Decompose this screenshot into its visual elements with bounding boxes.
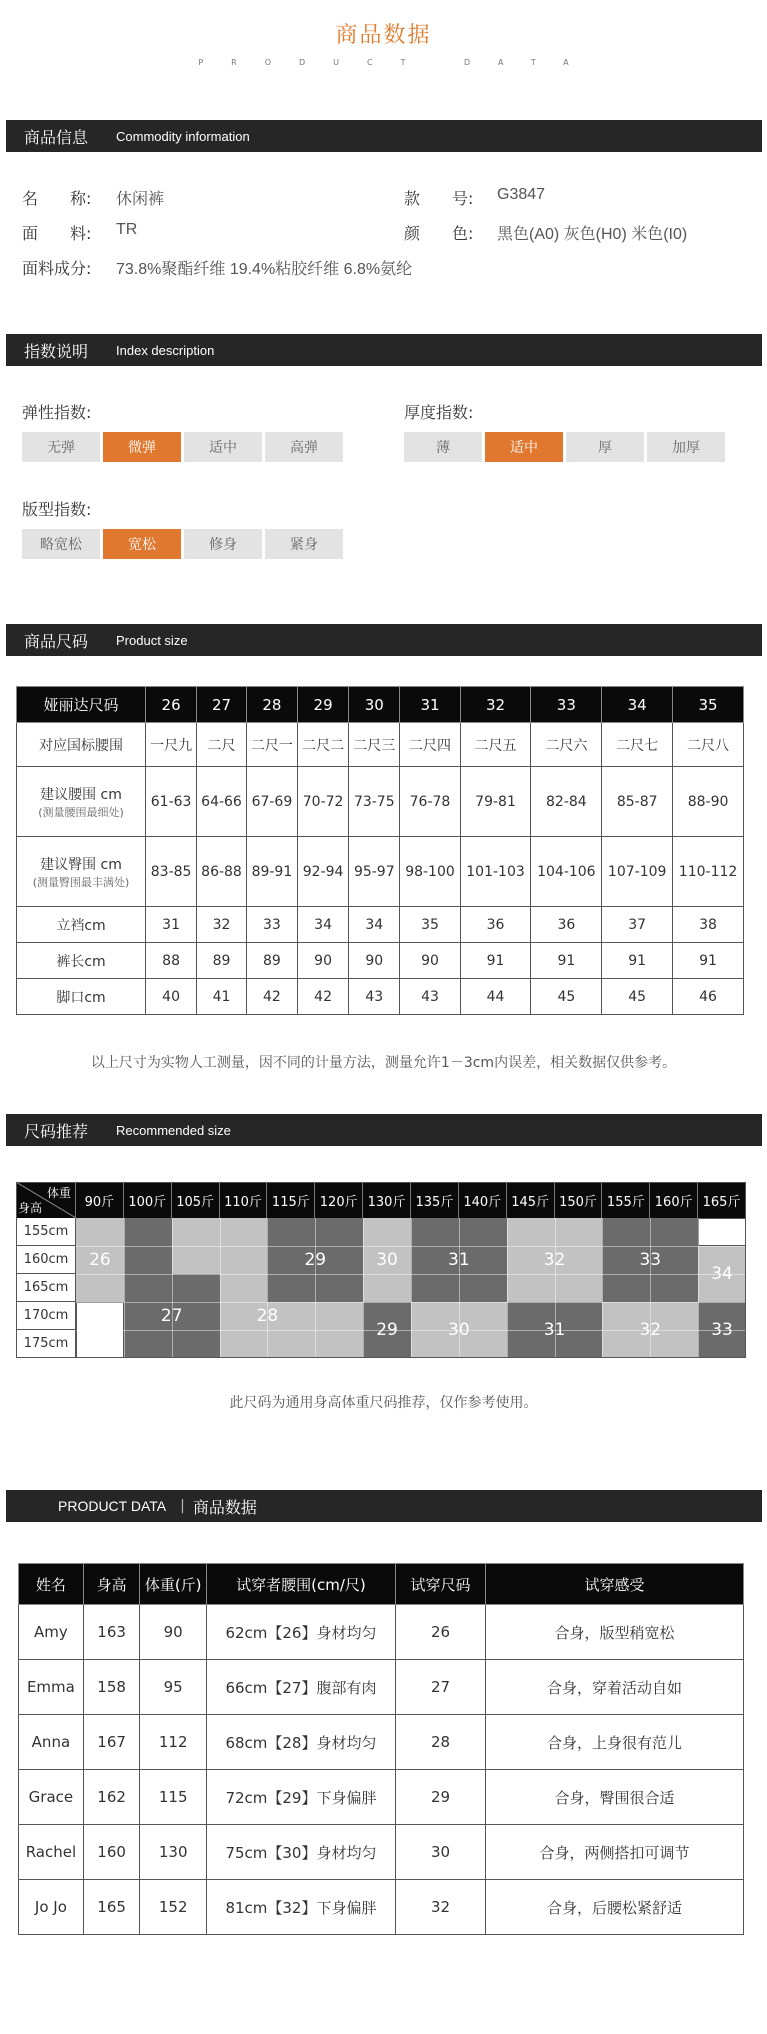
section-title-sep: | — [180, 1498, 185, 1514]
section-bar-commodity — [6, 120, 762, 152]
size-cell: 二尺七 — [602, 723, 673, 767]
size-header-cell: 26 — [146, 687, 197, 723]
size-block: 31 — [411, 1218, 507, 1302]
size-cell: 一尺九 — [146, 723, 197, 767]
size-header-cell: 27 — [197, 687, 247, 723]
size-cell: 61-63 — [146, 767, 197, 837]
fabric-label: 面 料: — [22, 224, 92, 243]
size-cell: 43 — [400, 979, 460, 1015]
size-row — [17, 767, 744, 837]
style-value: G3847 — [497, 186, 546, 203]
fit-option: 宽松 — [103, 529, 181, 559]
tryon-cell: Rachel — [19, 1825, 84, 1880]
size-row-label — [17, 907, 146, 943]
size-cell: 42 — [246, 979, 297, 1015]
style-label: 款 号: — [404, 189, 474, 208]
row-label-text: 裤长cm — [56, 953, 106, 970]
size-header-cell: 33 — [531, 687, 602, 723]
size-cell: 36 — [531, 907, 602, 943]
page-title: 商品数据 — [335, 23, 432, 48]
size-cell: 79-81 — [460, 767, 531, 837]
thickness-option: 厚 — [566, 432, 644, 462]
size-block: 33 — [602, 1218, 698, 1302]
name-value: 休闲裤 — [116, 191, 165, 208]
size-cell: 36 — [460, 907, 531, 943]
weight-header: 165斤 — [698, 1182, 746, 1218]
weight-header: 105斤 — [172, 1182, 220, 1218]
row-label-text: 建议臀围 cm — [40, 856, 122, 873]
row-label-text: 脚口cm — [56, 989, 106, 1006]
fit-scale — [22, 529, 346, 559]
weight-header: 150斤 — [555, 1182, 603, 1218]
size-cell: 95-97 — [349, 837, 400, 907]
size-cell: 40 — [146, 979, 197, 1015]
size-cell: 二尺四 — [400, 723, 460, 767]
section-title-en: Product size — [116, 632, 188, 648]
tryon-row — [19, 1715, 744, 1770]
size-cell: 35 — [400, 907, 460, 943]
section-bar-product-data — [6, 1490, 762, 1522]
weight-header: 120斤 — [315, 1182, 363, 1218]
tryon-header-cell: 身高 — [83, 1564, 140, 1605]
color-value: 黑色(A0) 灰色(H0) 米色(I0) — [497, 226, 688, 243]
thickness-option: 加厚 — [647, 432, 725, 462]
height-label: 165cm — [16, 1274, 76, 1302]
size-block: 33 — [698, 1302, 746, 1358]
size-header-cell: 28 — [246, 687, 297, 723]
size-block: 30 — [411, 1302, 507, 1358]
size-block: 27 — [124, 1274, 220, 1358]
size-cell: 82-84 — [531, 767, 602, 837]
size-cell: 二尺一 — [246, 723, 297, 767]
grid-frame — [16, 1182, 746, 1358]
row-label-text: 立裆cm — [56, 917, 106, 934]
tryon-cell: 27 — [396, 1660, 486, 1715]
tryon-row — [19, 1770, 744, 1825]
size-header-cell: 35 — [673, 687, 744, 723]
size-cell: 34 — [298, 907, 349, 943]
size-cell: 89 — [246, 943, 297, 979]
elasticity-title: 弹性指数: — [22, 403, 92, 422]
size-cell: 90 — [400, 943, 460, 979]
tryon-cell: 62cm【26】身材均匀 — [206, 1605, 395, 1660]
tryon-row — [19, 1825, 744, 1880]
height-label: 155cm — [16, 1218, 76, 1246]
elasticity-option: 高弹 — [265, 432, 343, 462]
composition-label: 面料成分: — [22, 259, 92, 278]
height-label: 160cm — [16, 1246, 76, 1274]
tryon-header-cell: 试穿感受 — [486, 1564, 744, 1605]
row-label-text: 建议腰围 cm — [40, 786, 122, 803]
size-cell: 44 — [460, 979, 531, 1015]
size-cell: 92-94 — [298, 837, 349, 907]
elasticity-option: 适中 — [184, 432, 262, 462]
tryon-cell: Emma — [19, 1660, 84, 1715]
tryon-row — [19, 1660, 744, 1715]
size-cell: 73-75 — [349, 767, 400, 837]
size-header-cell: 31 — [400, 687, 460, 723]
weight-header: 135斤 — [411, 1182, 459, 1218]
size-cell: 67-69 — [246, 767, 297, 837]
tryon-cell: 130 — [140, 1825, 206, 1880]
section-bar-size — [6, 624, 762, 656]
size-row — [17, 837, 744, 907]
tryon-cell: Amy — [19, 1605, 84, 1660]
height-label: 170cm — [16, 1302, 76, 1330]
size-cell: 90 — [349, 943, 400, 979]
size-cell: 二尺三 — [349, 723, 400, 767]
weight-header: 140斤 — [459, 1182, 507, 1218]
size-block: 28 — [220, 1274, 316, 1358]
row-label-text: 对应国标腰围 — [39, 737, 123, 754]
size-cell: 86-88 — [197, 837, 247, 907]
section-title-zh: 商品数据 — [192, 1497, 257, 1517]
size-table — [16, 686, 744, 1015]
size-cell: 89-91 — [246, 837, 297, 907]
size-header-cell: 34 — [602, 687, 673, 723]
size-cell: 91 — [460, 943, 531, 979]
size-cell: 37 — [602, 907, 673, 943]
tryon-header-row — [19, 1564, 744, 1605]
size-row — [17, 907, 744, 943]
corner-height-label: 身高 — [18, 1201, 43, 1215]
size-cell: 89 — [197, 943, 247, 979]
elasticity-scale — [22, 432, 346, 462]
tryon-cell: 合身，后腰松紧舒适 — [486, 1880, 744, 1935]
tryon-header-cell: 体重(斤) — [140, 1564, 206, 1605]
section-bar-index — [6, 334, 762, 366]
size-cell: 76-78 — [400, 767, 460, 837]
tryon-cell: 68cm【28】身材均匀 — [206, 1715, 395, 1770]
size-cell: 101-103 — [460, 837, 531, 907]
size-block: 29 — [363, 1302, 411, 1358]
name-label: 名 称: — [22, 189, 92, 208]
fit-title: 版型指数: — [22, 500, 92, 519]
size-row-label — [17, 767, 146, 837]
size-block: 32 — [507, 1218, 603, 1302]
size-row-label — [17, 943, 146, 979]
weight-header: 130斤 — [363, 1182, 411, 1218]
tryon-cell: 26 — [396, 1605, 486, 1660]
height-label: 175cm — [16, 1330, 76, 1358]
tryon-cell: 162 — [83, 1770, 140, 1825]
size-row-label — [17, 979, 146, 1015]
size-block: 26 — [76, 1218, 124, 1302]
tryon-row — [19, 1880, 744, 1935]
section-title-en: Commodity information — [116, 128, 250, 144]
tryon-cell: 167 — [83, 1715, 140, 1770]
tryon-cell: Grace — [19, 1770, 84, 1825]
size-header-cell: 32 — [460, 687, 531, 723]
section-title-zh: 指数说明 — [24, 341, 89, 361]
size-cell: 42 — [298, 979, 349, 1015]
tryon-cell: 75cm【30】身材均匀 — [206, 1825, 395, 1880]
fit-option: 修身 — [184, 529, 262, 559]
tryon-header-cell: 试穿尺码 — [396, 1564, 486, 1605]
weight-header: 145斤 — [507, 1182, 555, 1218]
size-cell: 34 — [349, 907, 400, 943]
size-header-label: 娅丽达尺码 — [17, 687, 146, 723]
size-cell: 110-112 — [673, 837, 744, 907]
thickness-option: 适中 — [485, 432, 563, 462]
tryon-header-cell: 试穿者腰围(cm/尺) — [206, 1564, 395, 1605]
tryon-cell: 160 — [83, 1825, 140, 1880]
tryon-cell: 158 — [83, 1660, 140, 1715]
tryon-cell: 81cm【32】下身偏胖 — [206, 1880, 395, 1935]
section-title-en: Index description — [116, 342, 215, 358]
size-cell: 91 — [531, 943, 602, 979]
thickness-option: 薄 — [404, 432, 482, 462]
section-title-zh: 商品信息 — [24, 127, 89, 147]
size-cell: 83-85 — [146, 837, 197, 907]
size-cell: 98-100 — [400, 837, 460, 907]
tryon-cell: 合身，上身很有范儿 — [486, 1715, 744, 1770]
thickness-title: 厚度指数: — [404, 403, 474, 422]
tryon-cell: 合身，臀围很合适 — [486, 1770, 744, 1825]
row-label-sub: (测量腰围最细处) — [38, 805, 124, 819]
size-block: 29 — [267, 1218, 363, 1302]
weight-header: 160斤 — [650, 1182, 698, 1218]
tryon-cell: 163 — [83, 1605, 140, 1660]
tryon-cell: 66cm【27】腹部有肉 — [206, 1660, 395, 1715]
size-header-cell: 29 — [298, 687, 349, 723]
size-cell: 二尺六 — [531, 723, 602, 767]
tryon-cell: Jo Jo — [19, 1880, 84, 1935]
tryon-cell: 112 — [140, 1715, 206, 1770]
tryon-cell: 115 — [140, 1770, 206, 1825]
weight-header: 90斤 — [76, 1182, 124, 1218]
color-label: 颜 色: — [404, 224, 474, 243]
elasticity-option: 无弹 — [22, 432, 100, 462]
size-cell: 70-72 — [298, 767, 349, 837]
tryon-cell: 72cm【29】下身偏胖 — [206, 1770, 395, 1825]
recommend-grid — [16, 1182, 746, 1351]
weight-header: 100斤 — [124, 1182, 172, 1218]
size-cell: 90 — [298, 943, 349, 979]
size-block: 30 — [363, 1218, 411, 1302]
weight-header: 110斤 — [220, 1182, 268, 1218]
size-cell: 91 — [673, 943, 744, 979]
weight-header: 155斤 — [602, 1182, 650, 1218]
thickness-scale — [404, 432, 728, 462]
size-row-label — [17, 837, 146, 907]
size-cell: 二尺五 — [460, 723, 531, 767]
size-cell: 88 — [146, 943, 197, 979]
recommend-note: 此尺码为通用身高体重尺码推荐，仅作参考使用。 — [229, 1395, 538, 1411]
tryon-cell: 合身，版型稍宽松 — [486, 1605, 744, 1660]
size-note: 以上尺寸为实物人工测量，因不同的计量方法，测量允许1－3cm内误差，相关数据仅供参考。 — [90, 1055, 677, 1071]
page-subtitle: PRODUCT DATA — [198, 58, 597, 67]
section-title-en: PRODUCT DATA — [58, 1498, 167, 1514]
section-title-en: Recommended size — [116, 1122, 231, 1138]
composition-value: 73.8%聚酯纤维 19.4%粘胶纤维 6.8%氨纶 — [116, 261, 413, 278]
size-cell: 二尺二 — [298, 723, 349, 767]
size-block: 31 — [507, 1302, 603, 1358]
size-cell: 85-87 — [602, 767, 673, 837]
size-header-row — [17, 687, 744, 723]
tryon-cell: 32 — [396, 1880, 486, 1935]
size-cell: 41 — [197, 979, 247, 1015]
size-cell: 38 — [673, 907, 744, 943]
size-cell: 33 — [246, 907, 297, 943]
tryon-cell: 合身，两侧搭扣可调节 — [486, 1825, 744, 1880]
size-cell: 二尺八 — [673, 723, 744, 767]
size-row-label — [17, 723, 146, 767]
tryon-header-cell: 姓名 — [19, 1564, 84, 1605]
tryon-cell: 28 — [396, 1715, 486, 1770]
size-row — [17, 979, 744, 1015]
size-cell: 104-106 — [531, 837, 602, 907]
size-block: 34 — [698, 1246, 746, 1302]
tryon-cell: Anna — [19, 1715, 84, 1770]
size-cell: 64-66 — [197, 767, 247, 837]
size-block: 32 — [602, 1302, 698, 1358]
tryon-row — [19, 1605, 744, 1660]
row-label-sub: (测量臀围最丰满处) — [32, 875, 130, 889]
tryon-table — [18, 1563, 744, 1935]
elasticity-option: 微弹 — [103, 432, 181, 462]
size-cell: 43 — [349, 979, 400, 1015]
size-cell: 91 — [602, 943, 673, 979]
tryon-cell: 95 — [140, 1660, 206, 1715]
tryon-cell: 29 — [396, 1770, 486, 1825]
tryon-cell: 152 — [140, 1880, 206, 1935]
tryon-cell: 165 — [83, 1880, 140, 1935]
fit-option: 略宽松 — [22, 529, 100, 559]
size-cell: 45 — [531, 979, 602, 1015]
tryon-cell: 合身，穿着活动自如 — [486, 1660, 744, 1715]
tryon-cell: 30 — [396, 1825, 486, 1880]
fit-option: 紧身 — [265, 529, 343, 559]
size-header-cell: 30 — [349, 687, 400, 723]
fabric-value: TR — [116, 221, 138, 238]
section-title-zh: 尺码推荐 — [24, 1121, 89, 1141]
size-cell: 45 — [602, 979, 673, 1015]
section-bar-recommend — [6, 1114, 762, 1146]
section-title-zh: 商品尺码 — [24, 631, 89, 651]
size-cell: 88-90 — [673, 767, 744, 837]
size-cell: 二尺 — [197, 723, 247, 767]
size-cell: 107-109 — [602, 837, 673, 907]
size-row — [17, 943, 744, 979]
size-cell: 31 — [146, 907, 197, 943]
size-cell: 46 — [673, 979, 744, 1015]
weight-header: 115斤 — [267, 1182, 315, 1218]
size-cell: 32 — [197, 907, 247, 943]
size-row — [17, 723, 744, 767]
tryon-cell: 90 — [140, 1605, 206, 1660]
corner-weight-label: 体重 — [46, 1186, 71, 1200]
